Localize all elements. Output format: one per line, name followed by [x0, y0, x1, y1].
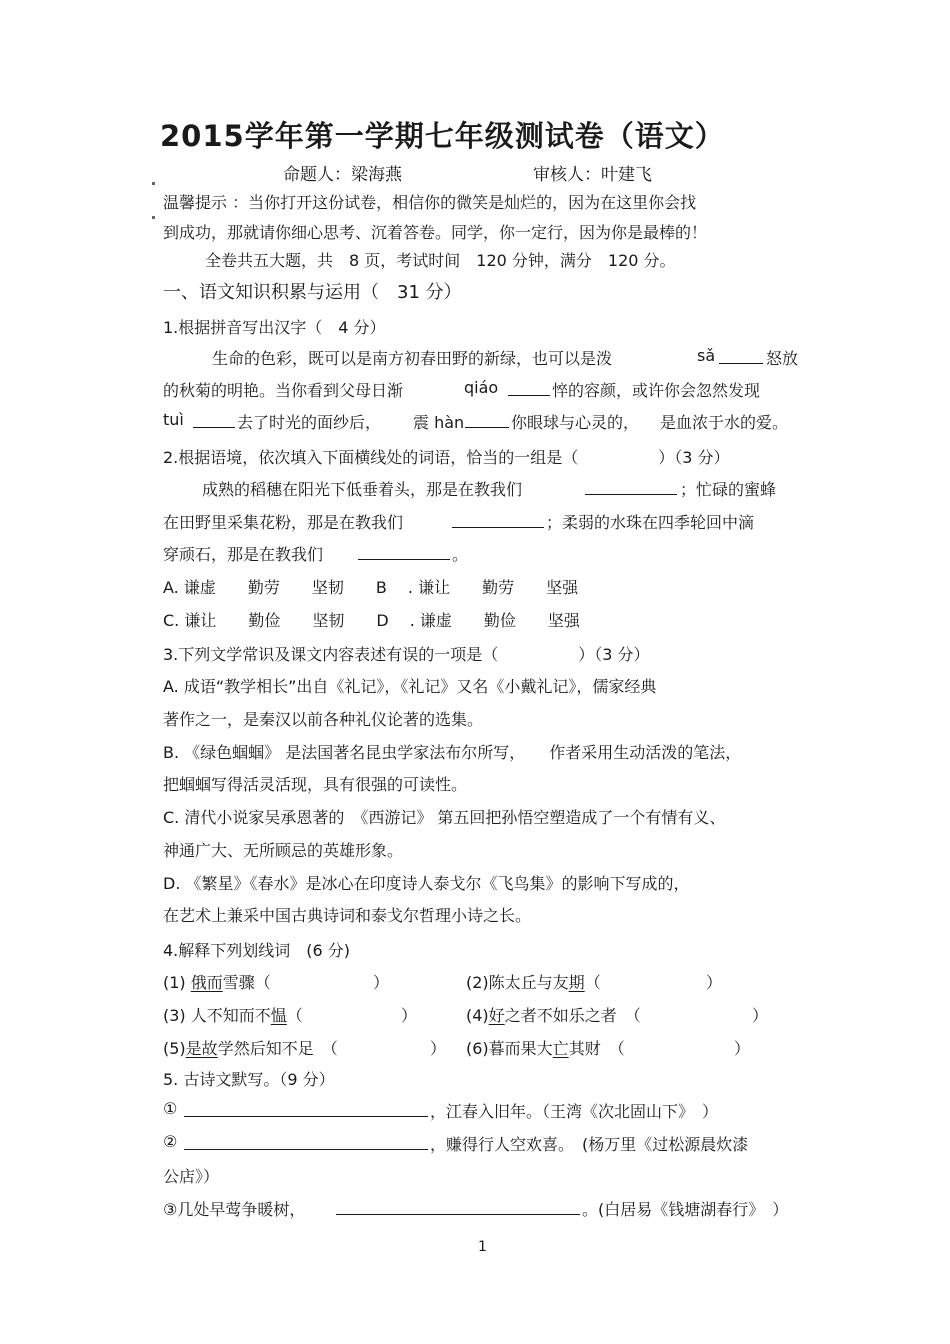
term-suffix: （	[584, 973, 601, 992]
answer-blank[interactable]	[452, 511, 544, 528]
poem-text: ，江春入旧年。（王湾《次北固山下》 ）	[430, 1102, 719, 1121]
answer-blank[interactable]	[508, 379, 550, 396]
option-text: B. 《绿色蝈蝈》 是法国著名昆虫学家法布尔所写， 作者采用生动活泼的笔法，	[163, 743, 742, 762]
option-text: 神通广大、无所顾忌的英雄形象。	[163, 841, 404, 860]
section-heading: 一、语文知识积累与运用（ 31 分）	[163, 282, 462, 303]
term-item	[466, 970, 601, 993]
term-item	[163, 1036, 338, 1059]
close-paren: ）	[373, 973, 390, 992]
close-paren: ）	[706, 973, 723, 992]
q2-text: 成熟的稻穗在阳光下低垂着头，那是在教我们	[202, 480, 523, 499]
reviewer: 审核人：叶建飞	[533, 165, 652, 185]
question-head: 2.根据语境，依次填入下面横线处的词语，恰当的一组是（ ）（3 分）	[163, 448, 730, 467]
term-prefix: (2)陈太丘与友	[466, 973, 569, 992]
poem-text: ③几处早莺争暖树，	[163, 1200, 306, 1219]
term-suffix: 学然后知不足 （	[217, 1039, 338, 1058]
q2-text: ；忙碌的蜜蜂	[680, 480, 777, 499]
term-prefix: (3) 人不知而不	[163, 1006, 271, 1025]
question-head: 4.解释下列划线词 (6 分)	[163, 941, 351, 960]
pinyin: sǎ	[697, 346, 716, 365]
option-text: 在艺术上兼采中国古典诗词和泰戈尔哲理小诗之长。	[163, 906, 532, 925]
margin-mark	[152, 216, 155, 219]
option-text: C. 清代小说家吴承恩著的 《西游记》 第五回把孙悟空塑造成了一个有情有义、	[163, 808, 726, 827]
option-row: C. 谦让 勤俭 坚韧 D . 谦虚 勤俭 坚强	[163, 611, 580, 630]
q1-text: 悴的容颜，或许你会忽然发现	[552, 381, 761, 400]
poem-text: ，赚得行人空欢喜。 (杨万里《过松源晨炊漆	[430, 1135, 749, 1154]
pinyin: qiáo	[464, 378, 499, 397]
term-prefix: (6)暮而果大	[466, 1039, 553, 1058]
circled-number: ①	[163, 1099, 178, 1118]
close-paren: ）	[430, 1039, 447, 1058]
question-head: 1.根据拼音写出汉字（ 4 分）	[163, 318, 386, 337]
option-text: D. 《繁星》《春水》是冰心在印度诗人泰戈尔《飞鸟集》的影响下写成的，	[163, 874, 690, 893]
term-suffix: 其财 （	[568, 1039, 625, 1058]
q1-text: 怒放	[766, 349, 799, 368]
answer-blank[interactable]	[465, 411, 509, 428]
tip-line: 全卷共五大题，共 8 页，考试时间 120 分钟，满分 120 分。	[205, 251, 676, 270]
answer-blank[interactable]	[336, 1198, 580, 1215]
q2-text: ；柔弱的水珠在四季轮回中滴	[546, 513, 755, 532]
q1-text: 是血浓于水的爱。	[660, 413, 789, 432]
underlined-term: 是故	[185, 1039, 218, 1058]
term-item	[466, 1036, 625, 1059]
term-suffix: 之者不如乐之者 （	[504, 1006, 641, 1025]
q1-text: 的秋菊的明艳。当你看到父母日渐	[163, 381, 404, 400]
underlined-term: 俄而	[190, 973, 223, 992]
term-prefix: (5)	[163, 1039, 186, 1058]
pinyin: tuì	[163, 410, 184, 429]
underlined-term: 愠	[270, 1006, 287, 1025]
option-text: A. 成语“教学相长”出自《礼记》，《礼记》又名《小戴礼记》，儒家经典	[163, 677, 657, 696]
q1-text: 你眼球与心灵的，	[511, 413, 640, 432]
term-suffix: （	[286, 1006, 303, 1025]
circled-number: ②	[163, 1132, 178, 1151]
answer-blank[interactable]	[184, 1100, 428, 1117]
option-row: A. 谦虚 勤劳 坚韧 B . 谦让 勤劳 坚强	[163, 578, 579, 597]
close-paren: ）	[734, 1039, 751, 1058]
option-text: 著作之一，是秦汉以前各种礼仪论著的选集。	[163, 710, 484, 729]
term-item	[163, 970, 271, 993]
underlined-term: 亡	[552, 1039, 569, 1058]
underlined-term: 期	[568, 973, 585, 992]
tip-line: 温馨提示 ：当你打开这份试卷，相信你的微笑是灿烂的，因为在这里你会找	[163, 193, 697, 212]
question-head: 5. 古诗文默写。（9 分）	[163, 1070, 335, 1089]
term-prefix: (1)	[163, 973, 191, 992]
answer-blank[interactable]	[193, 411, 235, 428]
tip-line: 到成功，那就请你细心思考、沉着答卷。同学，你一定行，因为你是最棒的！	[163, 223, 708, 242]
close-paren: ）	[401, 1006, 418, 1025]
q2-text: 在田野里采集花粉，那是在教我们	[163, 513, 404, 532]
term-item	[466, 1003, 641, 1026]
term-suffix: 雪骤（	[222, 973, 271, 992]
margin-mark	[152, 182, 155, 185]
answer-blank[interactable]	[585, 478, 677, 495]
poem-text: 公店》）	[163, 1167, 220, 1186]
pinyin: 震 hàn	[413, 413, 465, 432]
page-title: 2015学年第一学期七年级测试卷（语文）	[160, 119, 725, 153]
setter: 命题人：梁海燕	[283, 165, 402, 185]
close-paren: ）	[752, 1006, 769, 1025]
page-number: 1	[478, 1239, 487, 1255]
term-item	[163, 1003, 303, 1026]
q1-text: 生命的色彩，既可以是南方初春田野的新绿，也可以是泼	[212, 349, 613, 368]
answer-blank[interactable]	[719, 347, 763, 364]
option-text: 把蝈蝈写得活灵活现，具有很强的可读性。	[163, 775, 468, 794]
q2-text: 。	[452, 545, 469, 564]
underlined-term: 好	[488, 1006, 505, 1025]
q1-text: 去了时光的面纱后，	[237, 413, 382, 432]
term-prefix: (4)	[466, 1006, 489, 1025]
q2-text: 穿顽石，那是在教我们	[163, 545, 324, 564]
question-head: 3.下列文学常识及课文内容表述有误的一项是（ ）（3 分）	[163, 645, 650, 664]
poem-text: 。(白居易《钱塘湖春行》 ）	[582, 1200, 789, 1219]
answer-blank[interactable]	[358, 543, 450, 560]
answer-blank[interactable]	[184, 1133, 428, 1150]
